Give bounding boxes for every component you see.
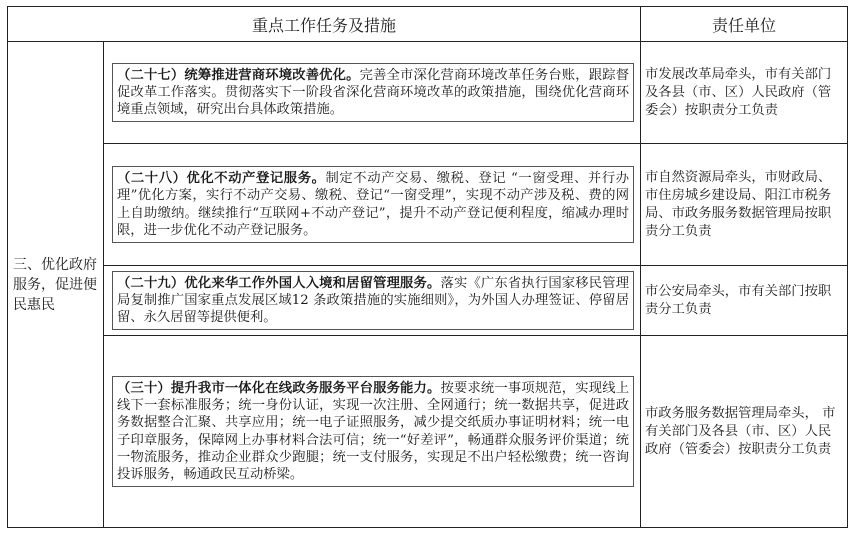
header-unit: 责任单位	[641, 7, 848, 42]
table-row	[8, 42, 848, 144]
unit-cell: 市公安局牵头，市有关部门按职责分工负责	[641, 266, 848, 336]
task-table	[7, 6, 848, 528]
task-box	[112, 271, 634, 331]
task-box	[112, 63, 634, 123]
unit-cell: 市政务服务数据管理局牵头， 市有关部门及各县（市、区）人民政府（管委会）按职责分工负责	[641, 336, 848, 528]
task-title: （二十八）优化不动产登记服务。	[117, 171, 326, 187]
task-box	[112, 376, 634, 487]
task-box	[112, 166, 634, 243]
task-title: （三十）提升我市一体化在线政务服务平台服务能力。	[117, 380, 441, 396]
table-row	[8, 266, 848, 336]
header-tasks: 重点工作任务及措施	[8, 7, 641, 42]
task-cell	[104, 144, 641, 266]
task-title: （二十七）统筹推进营商环境改善优化。	[117, 67, 360, 83]
task-cell	[104, 336, 641, 528]
task-cell	[104, 266, 641, 336]
task-cell	[104, 42, 641, 144]
table-row	[8, 144, 848, 266]
unit-cell: 市发展改革局牵头，市有关部门及各县（市、区）人民政府（管委会）按职责分工负责	[641, 42, 848, 144]
category-cell: 三、优化政府服务，促进便民惠民	[8, 42, 104, 528]
task-title: （二十九）优化来华工作外国人入境和居留管理服务。	[117, 275, 441, 291]
task-body: 按要求统一事项规范，实现线上线下一套标准服务；统一身份认证，实现一次注册、全网通行；统一数据共享，促进政务数据整合汇聚、共享应用；统一电子证照服务，减少提交纸质办事证明材料；统一电子印章服务，保障网上办事材料合法可信；统一“好差评”，畅通群众服务评价渠道；统一物流服务，推动企业群众少跑腿；统一支付服务，实现足不出户轻松缴费；统一咨询投诉服务，畅通政民互动桥梁。	[117, 380, 630, 482]
unit-cell: 市自然资源局牵头，市财政局、市住房城乡建设局、阳江市税务局、市政务服务数据管理局按职责分工负责	[641, 144, 848, 266]
task-body: 完善全市深化营商环境改革任务台账，跟踪督促改革工作落实。贯彻落实下一阶段省深化营商环境改革的政策措施，围绕优化营商环境重点领域，研究出台具体政策措施。	[117, 67, 630, 118]
table-header-row	[8, 7, 848, 42]
task-body: 制定不动产交易、缴税、登记 “一窗受理、并行办理”优化方案，实行不动产交易、缴税、登记“一窗受理”，实现不动产涉及税、费的网上自助缴纳。继续推行“互联网+不动产登记”，提升不动产登记便利程度，缩减办理时限，进一步优化不动产登记服务。	[117, 171, 630, 238]
task-body: 落实《广东省执行国家移民管理局复制推广国家重点发展区域12 条政策措施的实施细则》，为外国人办理签证、停留居留、永久居留等提供便利。	[117, 275, 630, 326]
table-row	[8, 336, 848, 528]
document-page	[7, 6, 847, 528]
